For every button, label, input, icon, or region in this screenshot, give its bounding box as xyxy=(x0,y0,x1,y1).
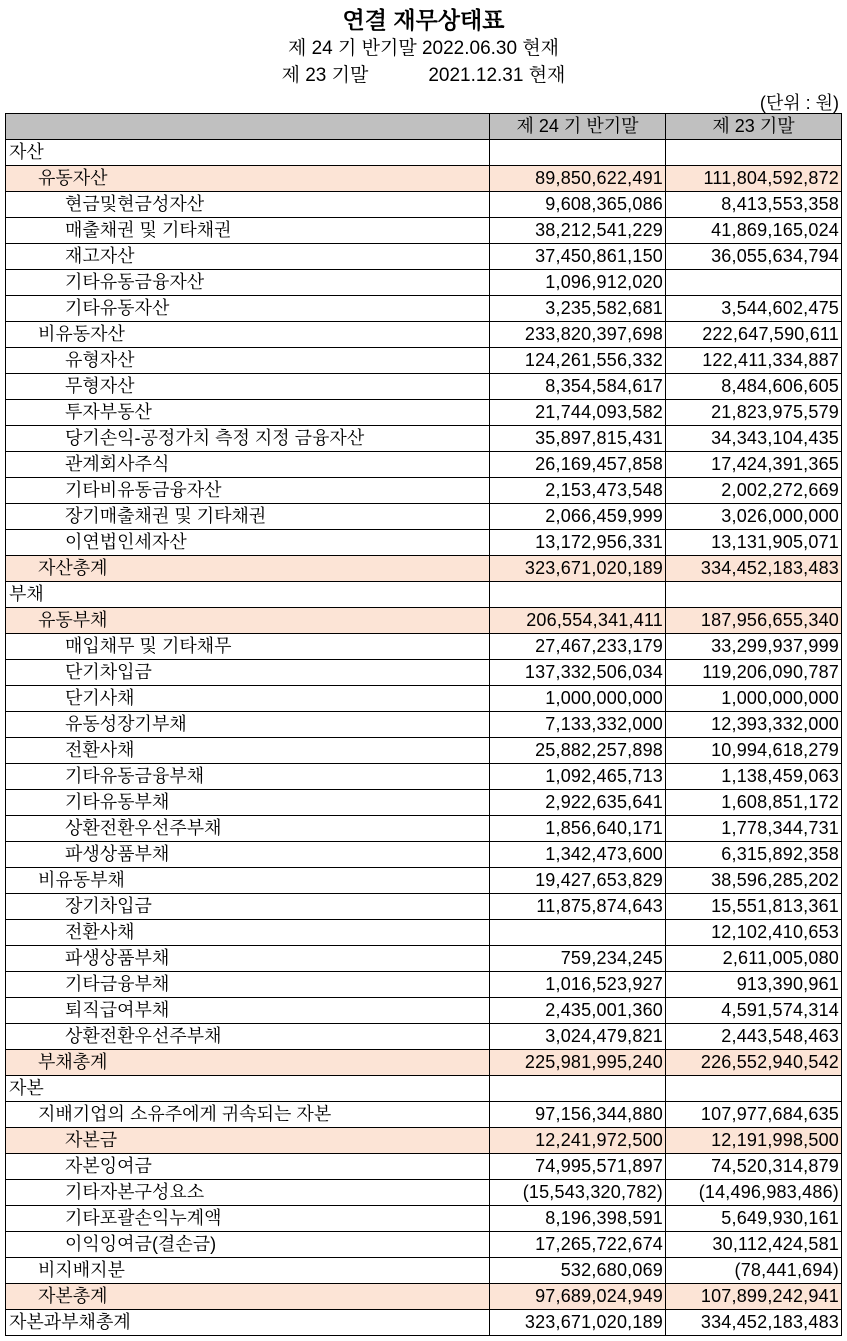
prior-period-value: 21,823,975,579 xyxy=(666,400,842,426)
row-label: 관계회사주식 xyxy=(6,452,490,478)
current-period-value: 12,241,972,500 xyxy=(490,1128,666,1154)
row-label: 상환전환우선주부채 xyxy=(6,816,490,842)
prior-period-value: 107,899,242,941 xyxy=(666,1284,842,1310)
table-row xyxy=(6,218,842,244)
current-period-value: 37,450,861,150 xyxy=(490,244,666,270)
row-label: 전환사채 xyxy=(6,920,490,946)
current-period-value: 1,016,523,927 xyxy=(490,972,666,998)
row-label: 재고자산 xyxy=(6,244,490,270)
current-period-value: (15,543,320,782) xyxy=(490,1180,666,1206)
prior-period-value: 12,393,332,000 xyxy=(666,712,842,738)
prior-period-value: 30,112,424,581 xyxy=(666,1232,842,1258)
row-label: 비유동부채 xyxy=(6,868,490,894)
row-label: 자본과부채총계 xyxy=(6,1310,490,1336)
current-period-value: 759,234,245 xyxy=(490,946,666,972)
prior-period-subtitle xyxy=(0,60,847,87)
prior-period-value: 2,611,005,080 xyxy=(666,946,842,972)
prior-period-value: 41,869,165,024 xyxy=(666,218,842,244)
row-label: 상환전환우선주부채 xyxy=(6,1024,490,1050)
prior-period-value: 334,452,183,483 xyxy=(666,1310,842,1336)
row-label: 자산총계 xyxy=(6,556,490,582)
row-label: 지배기업의 소유주에게 귀속되는 자본 xyxy=(6,1102,490,1128)
table-row xyxy=(6,1180,842,1206)
current-period-value: 2,922,635,641 xyxy=(490,790,666,816)
table-row xyxy=(6,322,842,348)
current-period-value: 27,467,233,179 xyxy=(490,634,666,660)
row-label: 이익잉여금(결손금) xyxy=(6,1232,490,1258)
row-label: 유동자산 xyxy=(6,166,490,192)
prior-period-value: 33,299,937,999 xyxy=(666,634,842,660)
table-header-row xyxy=(6,114,842,140)
row-label: 파생상품부채 xyxy=(6,946,490,972)
current-period-subtitle: 제 24 기 반기말 2022.06.30 현재 xyxy=(287,38,560,59)
row-label: 자본총계 xyxy=(6,1284,490,1310)
table-row xyxy=(6,504,842,530)
prior-period-value: 2,443,548,463 xyxy=(666,1024,842,1050)
header-label xyxy=(6,114,490,140)
current-period-value: 7,133,332,000 xyxy=(490,712,666,738)
prior-period-value: 3,544,602,475 xyxy=(666,296,842,322)
current-period-value: 97,156,344,880 xyxy=(490,1102,666,1128)
current-period-value: 1,342,473,600 xyxy=(490,842,666,868)
current-period-value: 25,882,257,898 xyxy=(490,738,666,764)
table-row xyxy=(6,894,842,920)
current-period-value: 38,212,541,229 xyxy=(490,218,666,244)
prior-period-value xyxy=(666,1076,842,1102)
prior-period-value: 1,608,851,172 xyxy=(666,790,842,816)
table-row xyxy=(6,1206,842,1232)
current-period-value: 89,850,622,491 xyxy=(490,166,666,192)
current-period-value: 124,261,556,332 xyxy=(490,348,666,374)
prior-period-value: 119,206,090,787 xyxy=(666,660,842,686)
current-period-value xyxy=(490,582,666,608)
row-label: 장기차입금 xyxy=(6,894,490,920)
prior-period-value: 74,520,314,879 xyxy=(666,1154,842,1180)
current-period-value: 8,196,398,591 xyxy=(490,1206,666,1232)
table-row xyxy=(6,972,842,998)
prior-period-value xyxy=(666,270,842,296)
table-row xyxy=(6,816,842,842)
current-period-value xyxy=(490,140,666,166)
table-row xyxy=(6,140,842,166)
unit-label: (단위 : 원) xyxy=(759,93,839,113)
current-period-value: 1,000,000,000 xyxy=(490,686,666,712)
header-prior-period: 제 23 기말 xyxy=(666,114,842,140)
row-label: 자산 xyxy=(6,140,490,166)
table-row xyxy=(6,1284,842,1310)
prior-period-value: 111,804,592,872 xyxy=(666,166,842,192)
row-label: 자본잉여금 xyxy=(6,1154,490,1180)
row-label: 당기손익-공정가치 측정 지정 금융자산 xyxy=(6,426,490,452)
prior-period-value: 36,055,634,794 xyxy=(666,244,842,270)
row-label: 기타금융부채 xyxy=(6,972,490,998)
row-label: 자본금 xyxy=(6,1128,490,1154)
table-row xyxy=(6,582,842,608)
table-row xyxy=(6,1128,842,1154)
row-label: 현금및현금성자산 xyxy=(6,192,490,218)
row-label: 이연법인세자산 xyxy=(6,530,490,556)
prior-period-value: 8,413,553,358 xyxy=(666,192,842,218)
table-row xyxy=(6,296,842,322)
row-label: 단기차입금 xyxy=(6,660,490,686)
table-row xyxy=(6,166,842,192)
row-label: 비유동자산 xyxy=(6,322,490,348)
row-label: 기타유동자산 xyxy=(6,296,490,322)
current-period-value: 2,153,473,548 xyxy=(490,478,666,504)
row-label: 기타유동금융자산 xyxy=(6,270,490,296)
row-label: 파생상품부채 xyxy=(6,842,490,868)
current-period-value: 2,435,001,360 xyxy=(490,998,666,1024)
prior-period-value: 12,191,998,500 xyxy=(666,1128,842,1154)
current-period-value: 1,856,640,171 xyxy=(490,816,666,842)
prior-period-value: 13,131,905,071 xyxy=(666,530,842,556)
prior-period-value: 38,596,285,202 xyxy=(666,868,842,894)
current-period-value: 74,995,571,897 xyxy=(490,1154,666,1180)
current-period-value: 8,354,584,617 xyxy=(490,374,666,400)
current-period-value: 1,092,465,713 xyxy=(490,764,666,790)
current-period-value: 233,820,397,698 xyxy=(490,322,666,348)
table-row xyxy=(6,1258,842,1284)
prior-period-value xyxy=(666,582,842,608)
prior-period-value: 1,000,000,000 xyxy=(666,686,842,712)
prior-period-value: 15,551,813,361 xyxy=(666,894,842,920)
row-label: 기타자본구성요소 xyxy=(6,1180,490,1206)
table-row xyxy=(6,608,842,634)
table-row xyxy=(6,400,842,426)
current-period-value xyxy=(490,1076,666,1102)
table-row xyxy=(6,660,842,686)
prior-period-value: 12,102,410,653 xyxy=(666,920,842,946)
prior-period-label: 제 23 기말 xyxy=(281,65,369,86)
row-label: 퇴직급여부채 xyxy=(6,998,490,1024)
current-period-value: 17,265,722,674 xyxy=(490,1232,666,1258)
table-row xyxy=(6,764,842,790)
row-label: 매출채권 및 기타채권 xyxy=(6,218,490,244)
prior-period-value: 226,552,940,542 xyxy=(666,1050,842,1076)
prior-period-value: 187,956,655,340 xyxy=(666,608,842,634)
table-row xyxy=(6,868,842,894)
table-row xyxy=(6,1076,842,1102)
table-row xyxy=(6,738,842,764)
row-label: 부채총계 xyxy=(6,1050,490,1076)
row-label: 무형자산 xyxy=(6,374,490,400)
row-label: 기타유동부채 xyxy=(6,790,490,816)
table-row xyxy=(6,192,842,218)
table-row xyxy=(6,1154,842,1180)
prior-period-value: (78,441,694) xyxy=(666,1258,842,1284)
prior-period-value: 6,315,892,358 xyxy=(666,842,842,868)
current-period-value: 137,332,506,034 xyxy=(490,660,666,686)
prior-period-value: 122,411,334,887 xyxy=(666,348,842,374)
current-period-value: 97,689,024,949 xyxy=(490,1284,666,1310)
table-row xyxy=(6,686,842,712)
table-row xyxy=(6,1024,842,1050)
current-period-value: 3,024,479,821 xyxy=(490,1024,666,1050)
row-label: 자본 xyxy=(6,1076,490,1102)
table-row xyxy=(6,556,842,582)
prior-period-value: 4,591,574,314 xyxy=(666,998,842,1024)
table-row xyxy=(6,270,842,296)
table-row xyxy=(6,634,842,660)
table-row xyxy=(6,1232,842,1258)
current-period-value: 26,169,457,858 xyxy=(490,452,666,478)
current-period-value: 1,096,912,020 xyxy=(490,270,666,296)
current-period-value: 9,608,365,086 xyxy=(490,192,666,218)
current-period-value: 2,066,459,999 xyxy=(490,504,666,530)
current-period-value: 532,680,069 xyxy=(490,1258,666,1284)
table-row xyxy=(6,244,842,270)
row-label: 장기매출채권 및 기타채권 xyxy=(6,504,490,530)
table-row xyxy=(6,946,842,972)
row-label: 비지배지분 xyxy=(6,1258,490,1284)
table-row xyxy=(6,920,842,946)
current-period-value: 323,671,020,189 xyxy=(490,1310,666,1336)
prior-period-value: 5,649,930,161 xyxy=(666,1206,842,1232)
prior-period-value: 107,977,684,635 xyxy=(666,1102,842,1128)
table-row xyxy=(6,712,842,738)
row-label: 투자부동산 xyxy=(6,400,490,426)
row-label: 유형자산 xyxy=(6,348,490,374)
prior-period-value: 1,138,459,063 xyxy=(666,764,842,790)
row-label: 전환사채 xyxy=(6,738,490,764)
statement-title: 연결 재무상태표 xyxy=(342,7,505,33)
row-label: 유동부채 xyxy=(6,608,490,634)
current-period-value xyxy=(490,920,666,946)
table-row xyxy=(6,998,842,1024)
current-period-value: 323,671,020,189 xyxy=(490,556,666,582)
row-label: 부채 xyxy=(6,582,490,608)
prior-period-value xyxy=(666,140,842,166)
table-row xyxy=(6,1050,842,1076)
table-row xyxy=(6,348,842,374)
balance-sheet-table xyxy=(5,113,842,1336)
row-label: 기타포괄손익누계액 xyxy=(6,1206,490,1232)
current-period-value: 13,172,956,331 xyxy=(490,530,666,556)
prior-period-value: 34,343,104,435 xyxy=(666,426,842,452)
prior-period-date: 2021.12.31 현재 xyxy=(428,65,566,86)
row-label: 매입채무 및 기타채무 xyxy=(6,634,490,660)
row-label: 기타유동금융부채 xyxy=(6,764,490,790)
row-label: 유동성장기부채 xyxy=(6,712,490,738)
current-period-value: 11,875,874,643 xyxy=(490,894,666,920)
current-period-value: 3,235,582,681 xyxy=(490,296,666,322)
table-row xyxy=(6,426,842,452)
current-period-value: 206,554,341,411 xyxy=(490,608,666,634)
current-period-value: 21,744,093,582 xyxy=(490,400,666,426)
prior-period-value: 3,026,000,000 xyxy=(666,504,842,530)
prior-period-value: 1,778,344,731 xyxy=(666,816,842,842)
prior-period-value: 10,994,618,279 xyxy=(666,738,842,764)
prior-period-value: 8,484,606,605 xyxy=(666,374,842,400)
table-row xyxy=(6,1310,842,1336)
table-row xyxy=(6,530,842,556)
current-period-value: 19,427,653,829 xyxy=(490,868,666,894)
row-label: 단기사채 xyxy=(6,686,490,712)
table-row xyxy=(6,790,842,816)
table-row xyxy=(6,374,842,400)
current-period-value: 35,897,815,431 xyxy=(490,426,666,452)
current-period-value: 225,981,995,240 xyxy=(490,1050,666,1076)
table-row xyxy=(6,1102,842,1128)
prior-period-value: (14,496,983,486) xyxy=(666,1180,842,1206)
row-label: 기타비유동금융자산 xyxy=(6,478,490,504)
prior-period-value: 2,002,272,669 xyxy=(666,478,842,504)
prior-period-value: 222,647,590,611 xyxy=(666,322,842,348)
prior-period-value: 17,424,391,365 xyxy=(666,452,842,478)
table-row xyxy=(6,842,842,868)
table-row xyxy=(6,478,842,504)
prior-period-value: 913,390,961 xyxy=(666,972,842,998)
header-current-period: 제 24 기 반기말 xyxy=(490,114,666,140)
prior-period-value: 334,452,183,483 xyxy=(666,556,842,582)
table-row xyxy=(6,452,842,478)
